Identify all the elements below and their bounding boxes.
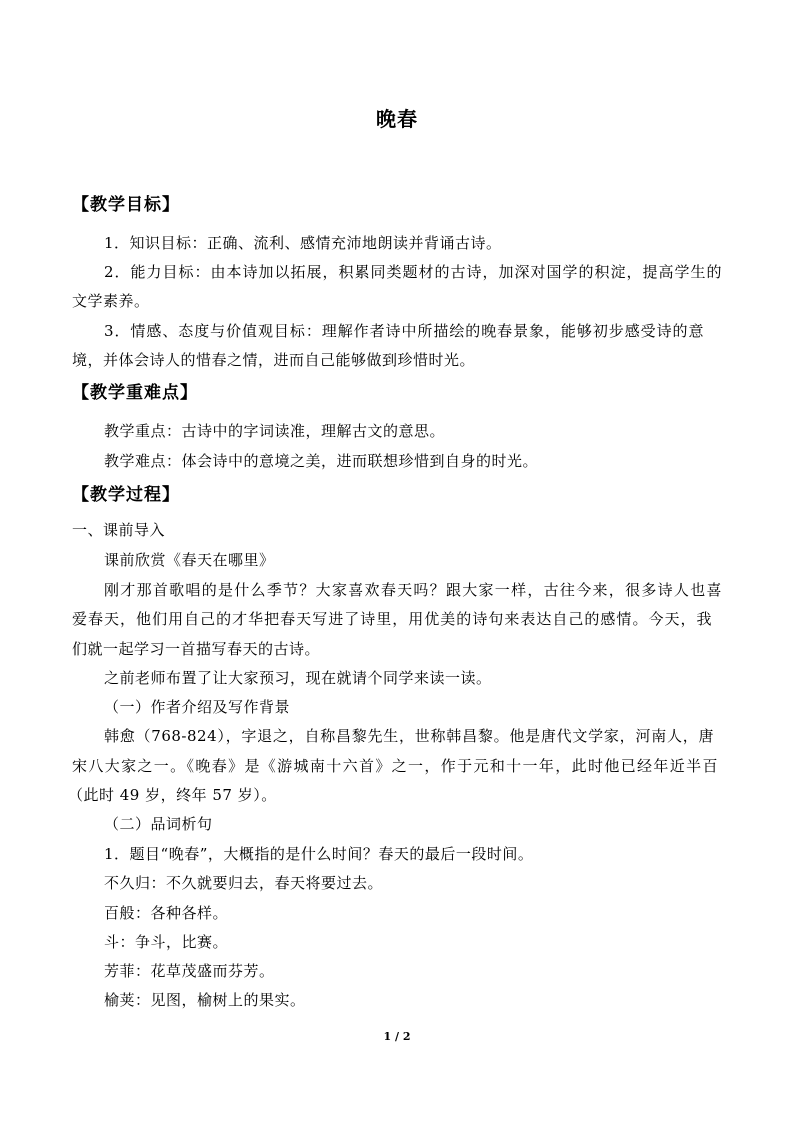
author-line3: （此时 49 岁，终年 57 岁）。 [68,786,277,804]
heading-teaching-process: 【教学过程】 [72,485,180,505]
intro-paragraph-line1: 刚才那首歌唱的是什么季节？大家喜欢春天吗？跟大家一样，古往今来，很多诗人也喜 [104,581,722,599]
page-number: 1 / 2 [383,1030,411,1043]
word-title-meaning: 1．题目“晚春”，大概指的是什么时间？春天的最后一段时间。 [104,845,534,863]
intro-paragraph-line2: 爱春天，他们用自己的才华把春天写进了诗里，用优美的诗句来表达自己的感情。今天，我 [72,610,712,628]
step-intro: 一、课前导入 [72,521,166,539]
word-dou: 斗：争斗，比赛。 [104,933,229,951]
word-bujiugui: 不久归：不久就要归去，春天将要过去。 [104,874,384,892]
preview-reading: 之前老师布置了让大家预习，现在就请个同学来读一读。 [104,669,492,687]
subheading-author: （一）作者介绍及写作背景 [104,698,291,716]
subheading-word-analysis: （二）品词析句 [104,815,213,833]
heading-teaching-goals: 【教学目标】 [72,195,180,215]
intro-paragraph-line3: 们就一起学习一首描写春天的古诗。 [72,640,321,658]
word-yujia: 榆荚：见图，榆树上的果实。 [104,991,306,1009]
goal-knowledge: 1．知识目标：正确、流利、感情充沛地朗读并背诵古诗。 [104,234,502,252]
difficult-point: 教学难点：体会诗中的意境之美，进而联想珍惜到自身的时光。 [104,452,539,470]
goal-emotion-line1: 3．情感、态度与价值观目标：理解作者诗中所描绘的晚春景象，能够初步感受诗的意 [104,322,704,340]
heading-key-points: 【教学重难点】 [72,383,198,403]
goal-ability-line2: 文学素养。 [72,292,150,310]
key-point: 教学重点：古诗中的字词读准，理解古文的意思。 [104,422,446,440]
goal-emotion-line2: 境，并体会诗人的惜春之情，进而自己能够做到珍惜时光。 [72,351,476,369]
word-baiban: 百般：各种各样。 [104,904,229,922]
goal-ability-line1: 2．能力目标：由本诗加以拓展，积累同类题材的古诗，加深对国学的积淀，提高学生的 [104,263,722,281]
word-fangfei: 芳菲：花草茂盛而芬芳。 [104,962,275,980]
intro-song: 课前欣赏《春天在哪里》 [104,551,275,569]
document-title: 晚春 [376,107,418,131]
author-line1: 韩愈（768-824），字退之，自称昌黎先生，世称韩昌黎。他是唐代文学家，河南人，唐 [104,727,714,745]
author-line2: 宋八大家之一。《晚春》是《游城南十六首》之一，作于元和十一年，此时他已经年近半百 [72,757,718,775]
